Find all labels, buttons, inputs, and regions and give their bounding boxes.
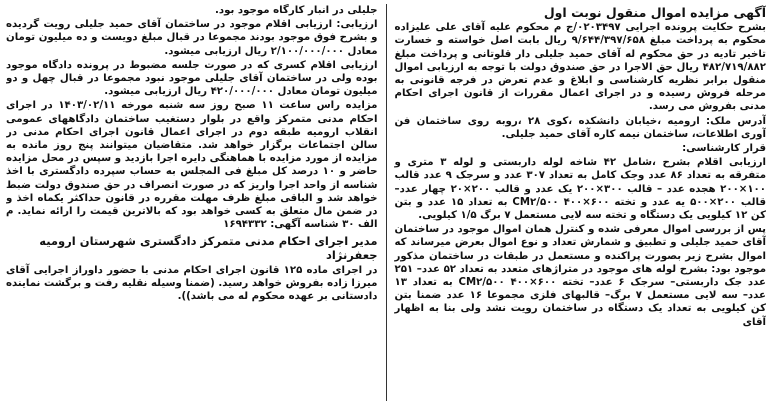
notice-right-column <box>387 4 767 401</box>
notice-footer: در اجرای ماده ۱۲۵ قانون اجرای احکام مدنی با حضور داوراز اجرایی آقای میرزا زاده بفروش خواهد رسید. (ضمنا وسیله نقلیه رفت و برگشت نماینده دادستانی بر عهده محکوم له می باشد)). <box>6 264 378 303</box>
notice-paragraph: مزایده راس ساعت ۱۱ صبح روز سه شنبه مورخه ۱۴۰۳/۰۲/۱۱ در اجرای احکام مدنی متمرکز واقع در بلوار دستغیب ساختمان دادگاههای عمومی انقلاب ارومیه طبقه دوم در اجرای اعمال قانون اجرای احکام مدنی در سالن اجتماعات برگزار خواهد شد. متقاضیان میتوانند پنج روز مانده به مزایده از مورد مزایده با هماهنگی دایره اجرا بازدید و سپس در محل مزایده حاضر و ۱۰ درصد کل مبلغ فی المجلس به حساب سپرده دادگستری با اخذ شناسه از واحد اجرا واریز که در صورت انصراف در حق صندوق دولت ضبط خواهد شد و الباقی مبلغ ظرف مهلت مقرره در قانون حداکثر یکماه اخذ و در ضمن مال متعلق به کسی خواهد بود که بالاترین قیمت را ارائه نماید. م الف ۳۰ شناسه آگهی: ۱۶۹۴۳۳۲ <box>6 100 378 231</box>
notice-paragraph: ارزیابی اقلام کسری که در صورت جلسه مضبوط در پرونده دادگاه موجود بوده ولی در ساختمان آقای جلیلی موجود نبود مجموعا در قبال چهل و دو میلیون تومان معادل ۴۲۰/۰۰۰/۰۰۰ ریال ارزیابی میشود. <box>6 59 378 98</box>
notice-paragraph: ارزیابی اقلام بشرح ،شامل ۴۲ شاخه لوله داربستی و لوله ۳ متری و متفرقه به تعداد ۸۶ عدد وجک کامل به تعداد ۳۰۷ عدد و سرجک ۹ عدد قالب ۱۰۰×۲۰۰ هجده عدد – قالب ۳۰۰×۲۰۰ یک عدد و قالب ۲۰۰×۲۰ چهار عدد– قالب ۲۰۰×۵۰۰ یه عدد و تخته ۶۰۰×۴۰۰ CM۲/۵۰۰ به تعداد ۱۵ عدد و بتن کن ۱۲ کیلویی یک دستگاه و تخته سه لایی مستعمل ۷ برگ ۱/۵ کیلویی. <box>394 157 766 222</box>
notice-title: آگهی مزایده اموال منقول نوبت اول <box>543 5 766 20</box>
notice-paragraph: بشرح حکایت پرونده اجرایی ۰۲۰۳۴۹۷/ج م محکوم علیه آقای علی علیزاده محکوم به پرداخت مبلغ ۹/۶۴۴/۳۹۷/۶۵۸ ریال بابت اصل خواسته و خسارت تاخیر تادیه در حق محکوم له آقای حمید جلیلی دار قلوتانی و پرداخت مبلغ ۴۸۲/۷۱۹/۸۸۲ ریال حق الاجرا در حق صندوق دولت با توجه به ارزیابی اموال منقول برابر نظریه کارشناسی و ابلاغ و عدم تعرض در فرجه قانونی به مرحله فروش رسیده و در اجرای اعمال مقررات از قانون اجرای احکام مدنی بفروش می رسد. <box>394 22 766 113</box>
notice-left-column <box>6 4 386 401</box>
notice-paragraph: ارزیابی: ارزیابی اقلام موجود در ساختمان آقای حمید جلیلی رویت گردیده و بشرح فوق موجود بودند مجموعا در قبال مبلغ دویست و ده میلیون تومان معادل ۲/۱۰۰/۰۰۰/۰۰۰ ریال ارزیابی میشود. <box>6 19 378 57</box>
column-divider <box>386 4 387 401</box>
notice-columns <box>6 4 766 401</box>
signature-title: مدیر اجرای احکام مدنی متمرکز دادگستری شهرستان ارومیه جعفرنژاد <box>39 234 378 262</box>
notice-paragraph: قرار کارشناسی: <box>682 143 766 155</box>
notice-paragraph: جلیلی در انبار کارگاه موجود بود. <box>215 5 378 16</box>
notice-paragraph: آدرس ملک: ارومیه ،خیابان دانشکده ،کوی ۲۸ ،روبه روی ساختمان فن آوری اطلاعات، ساختمان نیمه کاره آقای حمید جلیلی. <box>394 115 766 140</box>
notice-paragraph: پس از بررسی اموال معرفی شده و کنترل همان اموال موجود در ساختمان آقای حمید جلیلی و تطبیق و شمارش تعداد و نوع اموال بعرض میرساند که اموال بشرح زیر بصورت پراکنده و مستعمل در طبقات در ساختمان مذکور موجود بود: بشرح لوله های موجود در متراژهای متعدد به تعداد ۵۲ عدد– ۲۵۱ عدد جک داربستی– سرجک ۶ عدد– تخته ۶۰۰×۴۰۰ CM۲/۵۰۰ به تعداد ۱۳ عدد– سه لایی مستعمل ۷ برگ– قالبهای فلزی مجموعا ۱۶ عدد ضمنا بتن کن کیلویی به تعداد یک دستگاه در ساختمان رویت نشد ولی بنا به اظهار آقای <box>394 224 766 328</box>
